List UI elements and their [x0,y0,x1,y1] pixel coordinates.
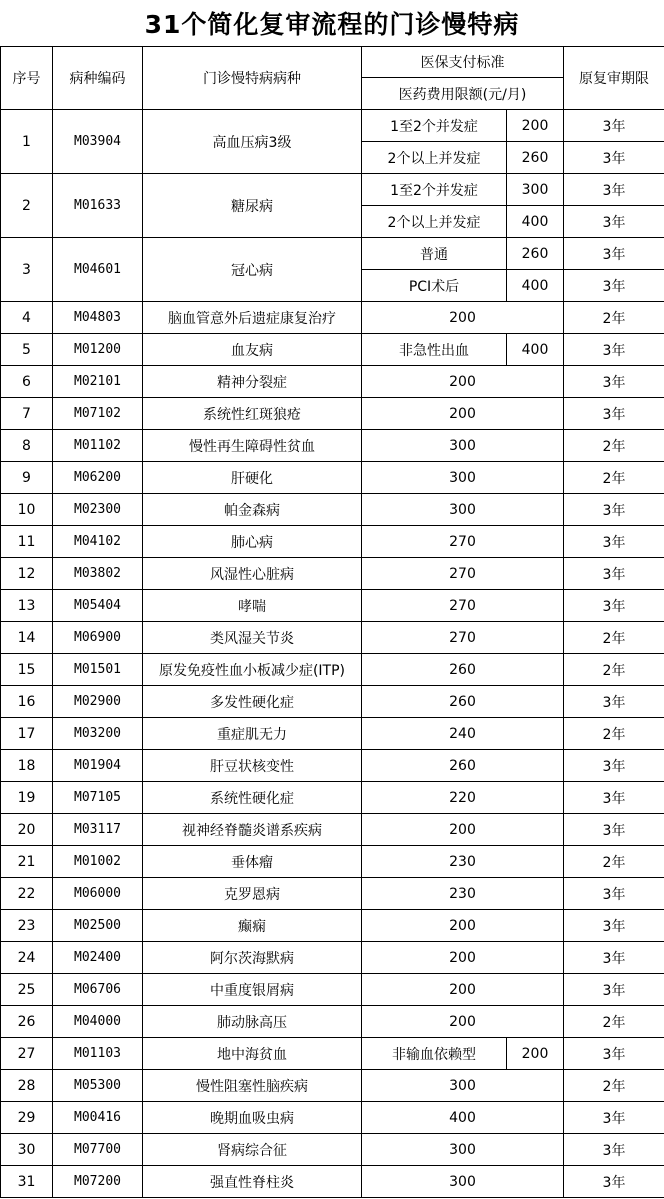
row-amount: 300 [507,174,564,206]
row-review-period: 3年 [564,1166,664,1198]
table-row [1,654,664,686]
row-review-period: 2年 [564,462,664,494]
row-condition: 1至2个并发症 [362,174,507,206]
row-review-period: 3年 [564,334,664,366]
row-disease-name: 风湿性心脏病 [143,558,362,590]
row-seq: 21 [1,846,53,878]
table-row [1,430,664,462]
table-row [1,910,664,942]
row-condition: 非输血依赖型 [362,1038,507,1070]
row-code: M02900 [53,686,143,718]
row-disease-name: 慢性再生障碍性贫血 [143,430,362,462]
row-amount: 300 [362,494,564,526]
row-amount: 270 [362,590,564,622]
row-seq: 2 [1,174,53,238]
table-row [1,110,664,142]
row-amount: 300 [362,1134,564,1166]
row-disease-name: 原发免疫性血小板减少症(ITP) [143,654,362,686]
row-review-period: 3年 [564,1038,664,1070]
row-code: M01103 [53,1038,143,1070]
row-review-period: 3年 [564,878,664,910]
header-seq: 序号 [1,47,53,110]
row-disease-name: 克罗恩病 [143,878,362,910]
header-code: 病种编码 [53,47,143,110]
row-disease-name: 慢性阻塞性脑疾病 [143,1070,362,1102]
row-disease-name: 肺心病 [143,526,362,558]
row-disease-name: 帕金森病 [143,494,362,526]
row-seq: 13 [1,590,53,622]
row-disease-name: 晚期血吸虫病 [143,1102,362,1134]
row-code: M07700 [53,1134,143,1166]
row-condition: PCI术后 [362,270,507,302]
table-row [1,590,664,622]
row-disease-name: 肾病综合征 [143,1134,362,1166]
table-row [1,1166,664,1198]
row-review-period: 2年 [564,846,664,878]
page-title: 31个简化复审流程的门诊慢特病 [144,10,520,39]
row-code: M03200 [53,718,143,750]
row-code: M06900 [53,622,143,654]
table-row [1,462,664,494]
row-disease-name: 癫痫 [143,910,362,942]
row-condition: 2个以上并发症 [362,142,507,174]
header-cost-limit: 医药费用限额(元/月) [362,78,564,110]
row-code: M06000 [53,878,143,910]
row-amount: 200 [362,974,564,1006]
row-disease-name: 肝硬化 [143,462,362,494]
row-seq: 28 [1,1070,53,1102]
table-row [1,526,664,558]
row-review-period: 3年 [564,814,664,846]
table-row [1,686,664,718]
row-disease-name: 强直性脊柱炎 [143,1166,362,1198]
row-seq: 7 [1,398,53,430]
row-code: M06200 [53,462,143,494]
row-review-period: 3年 [564,142,664,174]
row-disease-name: 精神分裂症 [143,366,362,398]
row-seq: 10 [1,494,53,526]
row-disease-name: 中重度银屑病 [143,974,362,1006]
row-review-period: 3年 [564,942,664,974]
table-row [1,334,664,366]
row-condition: 1至2个并发症 [362,110,507,142]
row-amount: 230 [362,878,564,910]
row-seq: 31 [1,1166,53,1198]
row-condition: 2个以上并发症 [362,206,507,238]
row-amount: 260 [507,142,564,174]
table-row [1,974,664,1006]
row-seq: 6 [1,366,53,398]
row-disease-name: 阿尔茨海默病 [143,942,362,974]
header-name: 门诊慢特病病种 [143,47,362,110]
row-code: M05404 [53,590,143,622]
row-amount: 200 [362,366,564,398]
row-review-period: 3年 [564,238,664,270]
row-seq: 23 [1,910,53,942]
row-disease-name: 垂体瘤 [143,846,362,878]
row-amount: 270 [362,558,564,590]
row-amount: 400 [507,206,564,238]
row-code: M07200 [53,1166,143,1198]
row-code: M03802 [53,558,143,590]
row-disease-name: 肝豆状核变性 [143,750,362,782]
row-amount: 200 [362,398,564,430]
row-amount: 400 [507,270,564,302]
row-disease-name: 血友病 [143,334,362,366]
row-amount: 200 [507,110,564,142]
row-seq: 5 [1,334,53,366]
table-row [1,782,664,814]
row-seq: 11 [1,526,53,558]
row-disease-name: 肺动脉高压 [143,1006,362,1038]
row-code: M04102 [53,526,143,558]
row-disease-name: 冠心病 [143,238,362,302]
row-code: M01002 [53,846,143,878]
row-amount: 300 [362,1166,564,1198]
row-seq: 12 [1,558,53,590]
table-row [1,814,664,846]
row-disease-name: 重症肌无力 [143,718,362,750]
row-seq: 22 [1,878,53,910]
row-amount: 240 [362,718,564,750]
row-seq: 18 [1,750,53,782]
row-code: M07102 [53,398,143,430]
row-code: M01200 [53,334,143,366]
row-amount: 230 [362,846,564,878]
row-amount: 200 [507,1038,564,1070]
header-review-period: 原复审期限 [564,47,664,110]
row-seq: 27 [1,1038,53,1070]
table-row [1,302,664,334]
row-amount: 300 [362,1070,564,1102]
row-review-period: 3年 [564,974,664,1006]
row-review-period: 3年 [564,366,664,398]
row-seq: 14 [1,622,53,654]
row-code: M04601 [53,238,143,302]
row-seq: 8 [1,430,53,462]
row-code: M00416 [53,1102,143,1134]
table-row [1,718,664,750]
table-row [1,846,664,878]
row-review-period: 3年 [564,494,664,526]
row-code: M07105 [53,782,143,814]
row-disease-name: 系统性红斑狼疮 [143,398,362,430]
row-amount: 200 [362,814,564,846]
row-disease-name: 多发性硬化症 [143,686,362,718]
row-code: M02101 [53,366,143,398]
row-code: M02300 [53,494,143,526]
row-seq: 4 [1,302,53,334]
table-row [1,366,664,398]
table-row [1,942,664,974]
row-disease-name: 系统性硬化症 [143,782,362,814]
table-body [1,110,664,1198]
row-review-period: 3年 [564,110,664,142]
row-review-period: 3年 [564,1134,664,1166]
row-review-period: 3年 [564,590,664,622]
row-seq: 16 [1,686,53,718]
row-amount: 300 [362,462,564,494]
row-review-period: 3年 [564,1102,664,1134]
row-seq: 26 [1,1006,53,1038]
row-seq: 1 [1,110,53,174]
row-amount: 270 [362,526,564,558]
table-row [1,622,664,654]
row-disease-name: 糖尿病 [143,174,362,238]
row-amount: 270 [362,622,564,654]
table-row [1,750,664,782]
row-amount: 200 [362,302,564,334]
table-row [1,174,664,206]
row-review-period: 3年 [564,398,664,430]
row-seq: 15 [1,654,53,686]
row-review-period: 2年 [564,718,664,750]
row-seq: 24 [1,942,53,974]
row-review-period: 3年 [564,750,664,782]
row-amount: 260 [362,654,564,686]
row-amount: 200 [362,1006,564,1038]
table-row [1,398,664,430]
row-code: M04803 [53,302,143,334]
row-review-period: 3年 [564,174,664,206]
row-seq: 20 [1,814,53,846]
row-review-period: 2年 [564,1006,664,1038]
row-review-period: 3年 [564,910,664,942]
row-seq: 25 [1,974,53,1006]
row-review-period: 3年 [564,206,664,238]
row-amount: 260 [362,686,564,718]
table-row [1,1070,664,1102]
disease-table [0,46,664,1198]
row-code: M06706 [53,974,143,1006]
row-disease-name: 视神经脊髓炎谱系疾病 [143,814,362,846]
row-amount: 200 [362,942,564,974]
table-row [1,1134,664,1166]
row-code: M03117 [53,814,143,846]
row-code: M01904 [53,750,143,782]
row-review-period: 3年 [564,270,664,302]
row-disease-name: 哮喘 [143,590,362,622]
row-code: M04000 [53,1006,143,1038]
row-code: M02400 [53,942,143,974]
row-amount: 220 [362,782,564,814]
row-review-period: 2年 [564,430,664,462]
row-code: M02500 [53,910,143,942]
row-review-period: 3年 [564,558,664,590]
row-disease-name: 高血压病3级 [143,110,362,174]
row-code: M05300 [53,1070,143,1102]
table-row [1,558,664,590]
row-seq: 3 [1,238,53,302]
row-amount: 260 [507,238,564,270]
header-payment-standard: 医保支付标准 [362,47,564,78]
table-row [1,238,664,270]
row-code: M01102 [53,430,143,462]
table-row [1,494,664,526]
row-seq: 9 [1,462,53,494]
row-seq: 29 [1,1102,53,1134]
row-condition: 非急性出血 [362,334,507,366]
row-seq: 17 [1,718,53,750]
row-review-period: 2年 [564,622,664,654]
row-amount: 400 [362,1102,564,1134]
row-disease-name: 类风湿关节炎 [143,622,362,654]
row-review-period: 3年 [564,782,664,814]
row-disease-name: 脑血管意外后遗症康复治疗 [143,302,362,334]
table-row [1,1102,664,1134]
row-review-period: 2年 [564,302,664,334]
row-code: M03904 [53,110,143,174]
table-row [1,1038,664,1070]
table-row [1,1006,664,1038]
row-seq: 19 [1,782,53,814]
row-amount: 200 [362,910,564,942]
row-code: M01633 [53,174,143,238]
row-review-period: 3年 [564,686,664,718]
table-row [1,878,664,910]
row-amount: 300 [362,430,564,462]
row-review-period: 3年 [564,526,664,558]
row-amount: 400 [507,334,564,366]
row-review-period: 2年 [564,1070,664,1102]
row-code: M01501 [53,654,143,686]
row-amount: 260 [362,750,564,782]
row-review-period: 2年 [564,654,664,686]
row-seq: 30 [1,1134,53,1166]
row-condition: 普通 [362,238,507,270]
row-disease-name: 地中海贫血 [143,1038,362,1070]
